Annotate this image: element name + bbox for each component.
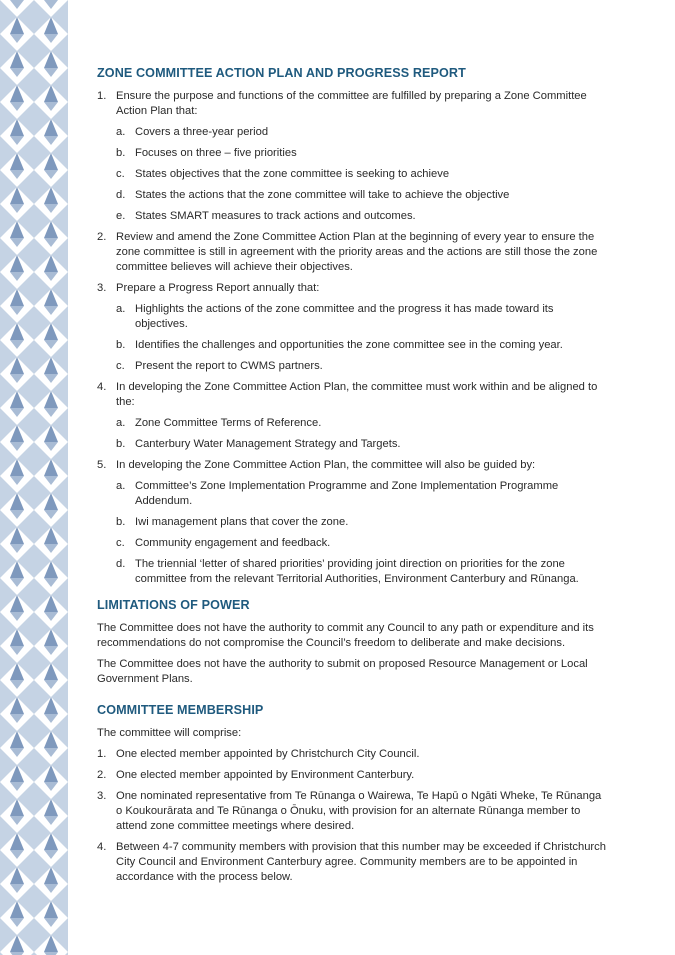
paragraph: The Committee does not have the authority to submit on proposed Resource Management or Local Government Plans. — [97, 658, 588, 685]
section-heading-membership: COMMITTEE MEMBERSHIP — [97, 703, 264, 717]
sub-list-item — [116, 515, 607, 530]
sub-list-text: States SMART measures to track actions and outcomes. — [135, 210, 416, 222]
sub-list-item — [116, 209, 607, 224]
sub-list-text: Zone Committee Terms of Reference. — [135, 417, 322, 429]
sub-list — [116, 125, 607, 224]
list-number: 5. — [97, 459, 107, 471]
list-item — [97, 789, 607, 834]
list-item — [97, 840, 607, 885]
paragraph: The committee will comprise: — [97, 727, 242, 739]
sub-list-item — [116, 437, 607, 452]
sub-list — [116, 416, 607, 452]
sub-list-letter: a. — [116, 480, 126, 492]
sub-list-text: Identifies the challenges and opportunities the zone committee see in the coming year. — [135, 339, 563, 351]
sub-list-letter: b. — [116, 516, 126, 528]
sub-list-item — [116, 338, 607, 353]
list-text: Ensure the purpose and functions of the committee are fulfilled by preparing a Zone Committee Action Plan that: — [116, 90, 587, 117]
decorative-pattern-border — [0, 0, 68, 955]
list-number: 2. — [97, 769, 107, 781]
sub-list-text: Community engagement and feedback. — [135, 537, 331, 549]
membership-list — [97, 747, 607, 885]
sub-list-letter: c. — [116, 537, 125, 549]
sub-list-item — [116, 536, 607, 551]
list-number: 3. — [97, 282, 107, 294]
sub-list-letter: a. — [116, 303, 126, 315]
list-text: Between 4-7 community members with provision that this number may be exceeded if Christchurch City Council and Environment Canterbury agree. Community members are to be appointed in accordance with the process below. — [116, 841, 606, 883]
sub-list-letter: d. — [116, 189, 126, 201]
section-heading-action-plan: ZONE COMMITTEE ACTION PLAN AND PROGRESS REPORT — [97, 66, 466, 80]
sub-list-item — [116, 479, 607, 509]
sub-list-text: States the actions that the zone committee will take to achieve the objective — [135, 189, 510, 201]
sub-list-text: Committee’s Zone Implementation Programme and Zone Implementation Programme Addendum. — [135, 480, 559, 507]
sub-list-item — [116, 416, 607, 431]
sub-list-item — [116, 167, 607, 182]
sub-list-item — [116, 125, 607, 140]
sub-list-text: Present the report to CWMS partners. — [135, 360, 323, 372]
sub-list-letter: c. — [116, 360, 125, 372]
sub-list-item — [116, 302, 607, 332]
paragraph: The Committee does not have the authority to commit any Council to any path or expenditure and its recommendations do not compromise the Council’s freedom to deliberate and make decisions. — [97, 622, 594, 649]
list-number: 2. — [97, 231, 107, 243]
list-number: 3. — [97, 790, 107, 802]
sub-list-text: Iwi management plans that cover the zone. — [135, 516, 349, 528]
list-item — [97, 89, 607, 224]
list-text: Review and amend the Zone Committee Action Plan at the beginning of every year to ensure the zone committee is still in agreement with the priority areas and the actions are still those the zone committee believes will achieve their objectives. — [116, 231, 598, 273]
sub-list-item — [116, 146, 607, 161]
sub-list-text: Focuses on three – five priorities — [135, 147, 297, 159]
list-text: One elected member appointed by Christchurch City Council. — [116, 748, 420, 760]
sub-list-letter: e. — [116, 210, 126, 222]
list-text: One elected member appointed by Environment Canterbury. — [116, 769, 415, 781]
list-item — [97, 768, 607, 783]
list-number: 4. — [97, 841, 107, 853]
sub-list-text: Covers a three-year period — [135, 126, 269, 138]
sub-list — [116, 479, 607, 587]
list-item — [97, 458, 607, 587]
list-text: Prepare a Progress Report annually that: — [116, 282, 320, 294]
list-number: 1. — [97, 90, 107, 102]
list-item — [97, 747, 607, 762]
list-item — [97, 230, 607, 275]
section-heading-limitations: LIMITATIONS OF POWER — [97, 598, 250, 612]
sub-list-text: Highlights the actions of the zone committee and the progress it has made toward its objectives. — [135, 303, 554, 330]
sub-list-text: States objectives that the zone committee is seeking to achieve — [135, 168, 450, 180]
sub-list-letter: c. — [116, 168, 125, 180]
document-body — [97, 66, 607, 891]
sub-list-item — [116, 557, 607, 587]
sub-list-letter: b. — [116, 339, 126, 351]
list-item — [97, 281, 607, 374]
list-number: 4. — [97, 381, 107, 393]
sub-list-text: The triennial ‘letter of shared priorities’ providing joint direction on priorities for the zone committee from the relevant Territorial Authorities, Environment Canterbury and Rūnanga. — [135, 558, 579, 585]
list-text: One nominated representative from Te Rūnanga o Wairewa, Te Hapū o Ngāti Wheke, Te Rūnanga o Koukourārata and Te Rūnanga o Ōnuku, with provision for an alternate Rūnanga member to attend zone committee meetings where desired. — [116, 790, 602, 832]
sub-list-letter: a. — [116, 126, 126, 138]
list-text: In developing the Zone Committee Action Plan, the committee must work within and be aligned to the: — [116, 381, 598, 408]
list-item — [97, 380, 607, 452]
sub-list-item — [116, 359, 607, 374]
action-plan-list — [97, 89, 607, 587]
sub-list-letter: b. — [116, 438, 126, 450]
sub-list-letter: d. — [116, 558, 126, 570]
sub-list-letter: a. — [116, 417, 126, 429]
sub-list-letter: b. — [116, 147, 126, 159]
sub-list-text: Canterbury Water Management Strategy and Targets. — [135, 438, 401, 450]
list-number: 1. — [97, 748, 107, 760]
list-text: In developing the Zone Committee Action Plan, the committee will also be guided by: — [116, 459, 536, 471]
sub-list-item — [116, 188, 607, 203]
sub-list — [116, 302, 607, 374]
